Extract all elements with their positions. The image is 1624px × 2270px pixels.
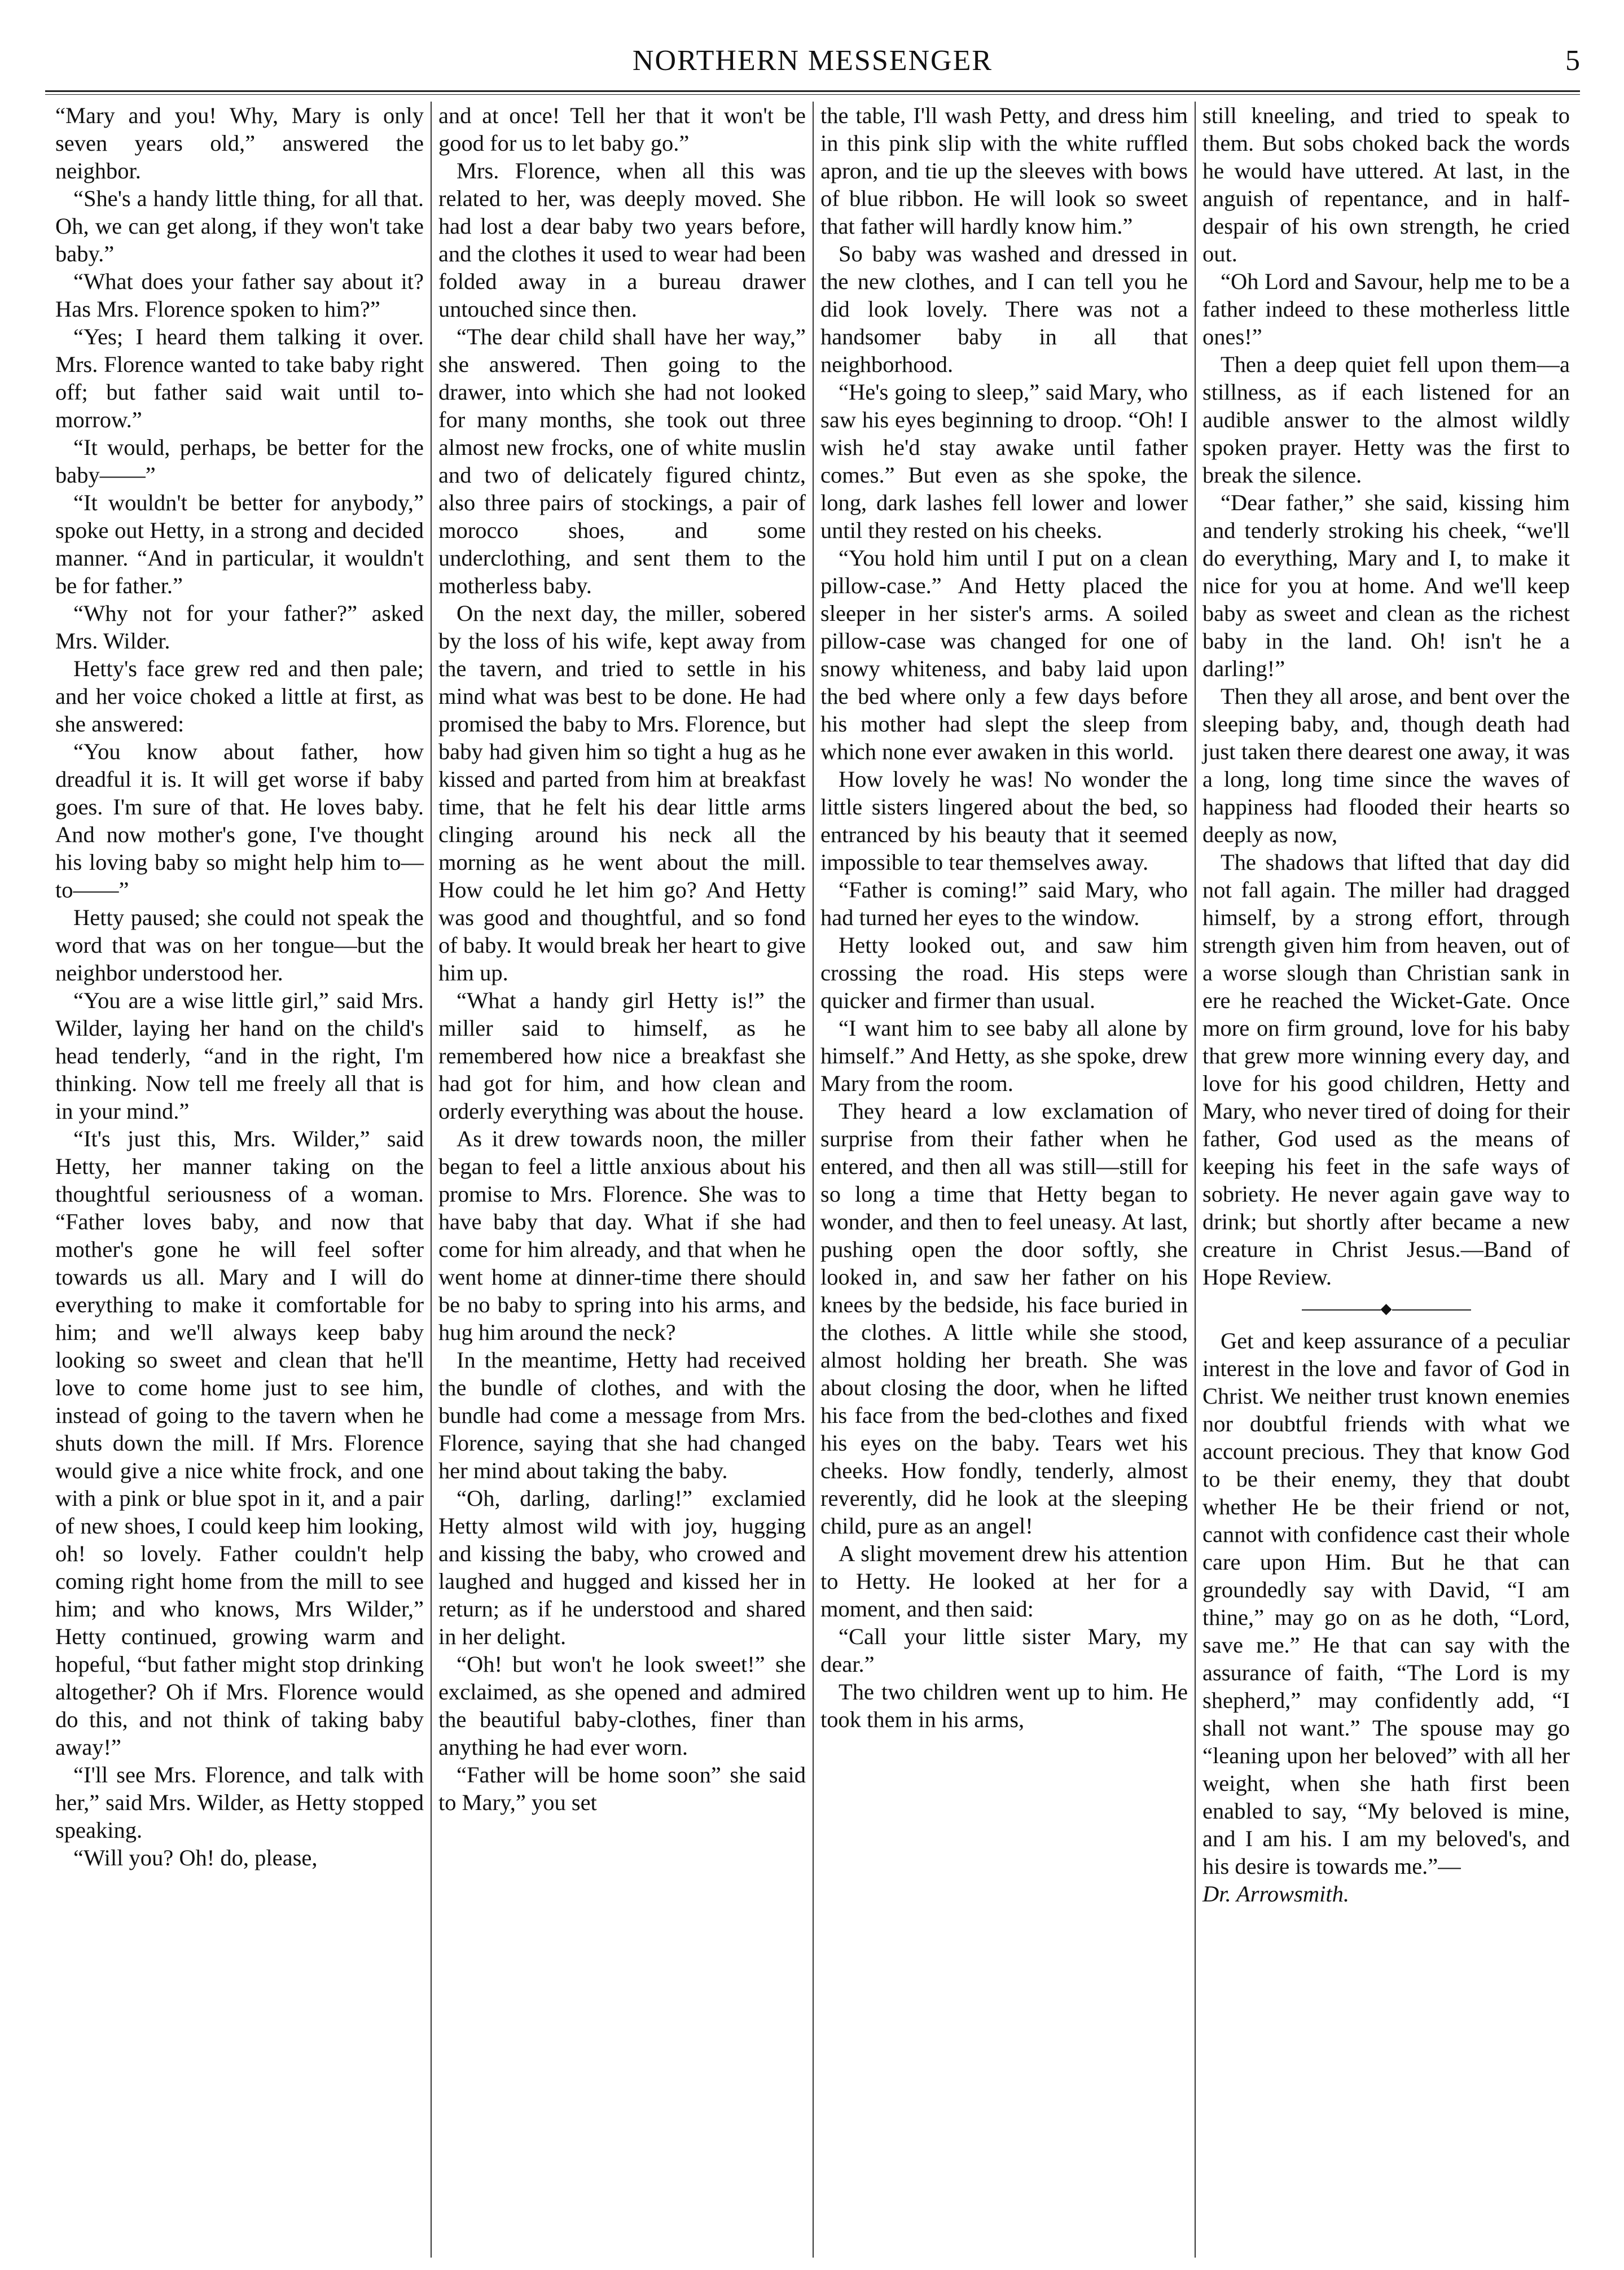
- paragraph: On the next day, the miller, sobered by the loss of his wife, kept away from the tavern, and tried to settle in his mind what was best to be done. He had promised the baby to Mrs. Florence, but baby had given him so tight a hug as he kissed and parted from him at breakfast time, that he felt his dear little arms clinging around his neck all the morning as he went about the mill. How could he let him go? And Hetty was good and thoughtful, and so fond of baby. It would break her heart to give him up.: [438, 601, 806, 985]
- header-rule: [45, 90, 1580, 95]
- paragraph: As it drew towards noon, the miller began to feel a little anxious about his promise to Mrs. Florence. She was to have baby that day. What if she had come for him already, and that when he went home at dinner-time there should be no baby to spring into his arms, and hug him around the neck?: [438, 1126, 806, 1345]
- page-header: [45, 44, 1580, 85]
- column-1: [49, 102, 431, 2258]
- paragraph: In the meantime, Hetty had received the bundle of clothes, and with the bundle had come a message from Mrs. Florence, saying that she had changed her mind about taking the baby.: [438, 1347, 806, 1483]
- paragraph: “You hold him until I put on a clean pillow-case.” And Hetty placed the sleeper in her sister's arms. A soiled pillow-case was changed for one of snowy whiteness, and baby laid upon the bed where only a few days before his mother had slept the sleep from which none ever awaken in this world.: [820, 545, 1188, 764]
- column-3: [813, 102, 1195, 2258]
- paragraph: “Oh, darling, darling!” exclamied Hetty almost wild with joy, hugging and kissing the baby, who crowed and laughed and hugged and kissed her in return; as if he understood and shared in her delight.: [438, 1485, 806, 1649]
- paragraph: “He's going to sleep,” said Mary, who saw his eyes beginning to droop. “Oh! I wish he'd stay awake until father comes.” But even as she spoke, the long, dark lashes fell lower and lower until they rested on his cheeks.: [820, 379, 1188, 543]
- paragraph: “She's a handy little thing, for all that. Oh, we can get along, if they won't take baby.”: [55, 186, 424, 266]
- paragraph: Hetty paused; she could not speak the word that was on her tongue—but the neighbor understood her.: [55, 905, 424, 985]
- paragraph: “Why not for your father?” asked Mrs. Wilder.: [55, 601, 424, 654]
- paragraph: the table, I'll wash Petty, and dress him in this pink slip with the white ruffled apron, and tie up the sleeves with bows of blue ribbon. He will look so sweet that father will hardly know him.”: [820, 103, 1188, 239]
- paragraph: Mrs. Florence, when all this was related to her, was deeply moved. She had lost a dear baby two years before, and the clothes it used to wear had been folded away in a bureau drawer untouched since then.: [438, 158, 806, 322]
- attribution: Dr. Arrowsmith.: [1202, 1881, 1349, 1907]
- paragraph: “What a handy girl Hetty is!” the miller said to himself, as he remembered how nice a breakfast she had got for him, and how clean and orderly everything was about the house.: [438, 988, 806, 1124]
- paragraph: They heard a low exclamation of surprise from their father when he entered, and then all was still—still for so long a time that Hetty began to wonder, and then to feel uneasy. At last, pushing open the door softly, she looked in, and saw her father on his knees by the bedside, his face buried in the clothes. A little while she stood, almost holding her breath. She was about closing the door, when he lifted his face from the bed-clothes and fixed his eyes on the baby. Tears wet his cheeks. How fondly, tenderly, almost reverently, did he look at the sleeping child, pure as an angel!: [820, 1098, 1188, 1539]
- paragraph: Then a deep quiet fell upon them—a stillness, as if each listened for an audible answer to the almost wildly spoken prayer. Hetty was the first to break the silence.: [1202, 352, 1570, 488]
- paragraph: “Oh Lord and Savour, help me to be a father indeed to these motherless little ones!”: [1202, 269, 1570, 349]
- paragraph: “You are a wise little girl,” said Mrs. Wilder, laying her hand on the child's head tenderly, “and in the right, I'm thinking. Now tell me freely all that is in your mind.”: [55, 988, 424, 1124]
- masthead-title: NORTHERN MESSENGER: [632, 45, 993, 77]
- paragraph: still kneeling, and tried to speak to them. But sobs choked back the words he would have uttered. At last, in the anguish of repentance, and in half-despair of his own strength, he cried out.: [1202, 103, 1570, 266]
- paragraph: and at once! Tell her that it won't be good for us to let baby go.”: [438, 103, 806, 156]
- paragraph: “It would, perhaps, be better for the baby——”: [55, 435, 424, 488]
- paragraph: “Father is coming!” said Mary, who had turned her eyes to the window.: [820, 877, 1188, 930]
- article-columns: [49, 102, 1578, 2258]
- paragraph: “Yes; I heard them talking it over. Mrs. Florence wanted to take baby right off; but father said wait until to-morrow.”: [55, 324, 424, 432]
- paragraph: The two children went up to him. He took them in his arms,: [820, 1679, 1188, 1732]
- paragraph: “Mary and you! Why, Mary is only seven years old,” answered the neighbor.: [55, 103, 424, 183]
- paragraph: “Will you? Oh! do, please,: [73, 1845, 318, 1870]
- paragraph: “What does your father say about it? Has Mrs. Florence spoken to him?”: [55, 269, 424, 322]
- paragraph: “Call your little sister Mary, my dear.”: [820, 1624, 1188, 1677]
- paragraph: “It wouldn't be better for anybody,” spoke out Hetty, in a strong and decided manner. “And in particular, it wouldn't be for father.”: [55, 490, 424, 598]
- paragraph: “I want him to see baby all alone by himself.” And Hetty, as she spoke, drew Mary from the room.: [820, 1015, 1188, 1096]
- paragraph: Then they all arose, and bent over the sleeping baby, and, though death had just taken there dearest one away, it was a long, long time since the waves of happiness had flooded their hearts so deeply as now,: [1202, 683, 1570, 847]
- paragraph: “Oh! but won't he look sweet!” she exclaimed, as she opened and admired the beautiful baby-clothes, finer than anything he had ever worn.: [438, 1651, 806, 1760]
- paragraph: “Dear father,” she said, kissing him and tenderly stroking his cheek, “we'll do everything, Mary and I, to make it nice for you at home. And we'll keep baby as sweet and clean as the richest baby in the land. Oh! isn't he a darling!”: [1202, 490, 1570, 681]
- paragraph: “You know about father, how dreadful it is. It will get worse if baby goes. I'm sure of that. He loves baby. And now mother's gone, I've thought his loving baby so might help him to—to——”: [55, 739, 424, 902]
- section-divider: ◆: [1202, 1291, 1570, 1327]
- paragraph: “I'll see Mrs. Florence, and talk with her,” said Mrs. Wilder, as Hetty stopped speaking.: [55, 1762, 424, 1843]
- column-4: [1195, 102, 1577, 2258]
- paragraph: How lovely he was! No wonder the little sisters lingered about the bed, so entranced by his beauty that it seemed impossible to tear themselves away.: [820, 766, 1188, 875]
- paragraph: The shadows that lifted that day did not fall again. The miller had dragged himself, by a strong effort, through strength given him from heaven, out of a worse slough than Christian sank in ere he reached the Wicket-Gate. Once more on firm ground, love for his baby that grew more winning every day, and love for his good children, Hetty and Mary, who never tired of doing for their father, God used as the means of keeping his feet in the safe ways of sobriety. He never again gave way to drink; but shortly after became a new creature in Christ Jesus.—Band of Hope Review.: [1202, 849, 1570, 1290]
- paragraph: “The dear child shall have her way,” she answered. Then going to the drawer, into which she had not looked for many months, she took out three almost new frocks, one of white muslin and two of delicately figured chintz, also three pairs of stockings, a pair of morocco shoes, and some underclothing, and sent them to the motherless baby.: [438, 324, 806, 598]
- paragraph: “Father will be home soon” she said to Mary,” you set: [438, 1762, 806, 1815]
- paragraph: Hetty looked out, and saw him crossing the road. His steps were quicker and firmer than usual.: [820, 932, 1188, 1013]
- page-number: 5: [1565, 45, 1580, 77]
- paragraph: “It's just this, Mrs. Wilder,” said Hetty, her manner taking on the thoughtful seriousness of a woman. “Father loves baby, and now that mother's gone he will feel softer towards us all. Mary and I will do everything to make it comfortable for him; and we'll always keep baby looking so sweet and clean that he'll love to come home just to see him, instead of going to the tavern when he shuts down the mill. If Mrs. Florence would give a nice white frock, and one with a pink or blue spot in it, and a pair of new shoes, I could keep him looking, oh! so lovely. Father couldn't help coming right home from the mill to see him; and who knows, Mrs Wilder,” Hetty continued, growing warm and hopeful, “but father might stop drinking altogether? Oh if Mrs. Florence would do this, and not think of taking baby away!”: [55, 1126, 424, 1760]
- paragraph: A slight movement drew his attention to Hetty. He looked at her for a moment, and then said:: [820, 1541, 1188, 1622]
- column-2: [431, 102, 813, 2258]
- paragraph: So baby was washed and dressed in the new clothes, and I can tell you he did look lovely. There was not a handsomer baby in all that neighborhood.: [820, 241, 1188, 377]
- paragraph: Hetty's face grew red and then pale; and her voice choked a little at first, as she answered:: [55, 656, 424, 737]
- paragraph: Get and keep assurance of a peculiar interest in the love and favor of God in Christ. We neither trust known enemies nor doubtful friends with what we account precious. They that know God to be their enemy, they that doubt whether He be their friend or not, cannot with confidence cast their whole care upon Him. But he that can groundedly say with David, “I am thine,” may go on as he doth, “Lord, save me.” He that can say with the assurance of faith, “The Lord is my shepherd,” may confidently add, “I shall not want.” The spouse may go “leaning upon her beloved” with all her weight, when she hath first been enabled to say, “My beloved is mine, and I am his. I am my beloved's, and his desire is towards me.”—: [1202, 1328, 1570, 1879]
